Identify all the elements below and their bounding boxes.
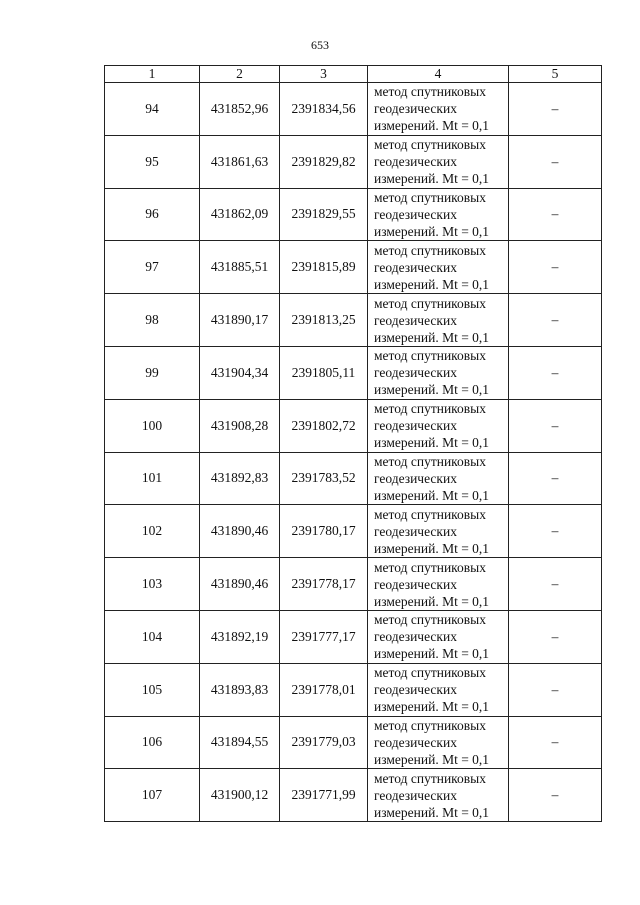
note-cell: –: [509, 294, 602, 347]
method-cell: [368, 83, 509, 136]
y-coordinate-cell: 2391778,01: [280, 663, 368, 716]
method-cell: [368, 399, 509, 452]
point-number-cell: 94: [105, 83, 200, 136]
table-body: [105, 66, 602, 822]
x-coordinate-cell: 431894,55: [200, 716, 280, 769]
page-number: 653: [311, 38, 329, 52]
method-line: измерений. Mt = 0,1: [374, 118, 490, 134]
method-line: геодезических: [374, 734, 457, 750]
table-row: [105, 241, 602, 294]
x-coordinate-cell: 431890,46: [200, 505, 280, 558]
method-line: геодезических: [374, 787, 457, 803]
point-number-cell: 106: [105, 716, 200, 769]
note-cell: –: [509, 610, 602, 663]
x-coordinate-cell: 431908,28: [200, 399, 280, 452]
x-coordinate-cell: 431900,12: [200, 769, 280, 822]
point-number-cell: 97: [105, 241, 200, 294]
method-line: метод спутниковых: [374, 612, 486, 628]
table-row: [105, 346, 602, 399]
method-line: измерений. Mt = 0,1: [374, 276, 490, 292]
table-row: [105, 558, 602, 611]
method-cell: [368, 663, 509, 716]
method-line: метод спутниковых: [374, 295, 486, 311]
point-number-cell: 99: [105, 346, 200, 399]
method-line: геодезических: [374, 682, 457, 698]
method-line: метод спутниковых: [374, 348, 486, 364]
method-line: геодезических: [374, 101, 457, 117]
method-line: метод спутниковых: [374, 453, 486, 469]
method-line: измерений. Mt = 0,1: [374, 487, 490, 503]
point-number-cell: 102: [105, 505, 200, 558]
y-coordinate-cell: 2391777,17: [280, 610, 368, 663]
method-line: измерений. Mt = 0,1: [374, 646, 490, 662]
method-line: метод спутниковых: [374, 137, 486, 153]
method-line: метод спутниковых: [374, 242, 486, 258]
column-header-3: 3: [280, 66, 368, 83]
table-row: [105, 716, 602, 769]
method-line: геодезических: [374, 576, 457, 592]
table-row: [105, 663, 602, 716]
x-coordinate-cell: 431861,63: [200, 135, 280, 188]
method-cell: [368, 135, 509, 188]
method-line: измерений. Mt = 0,1: [374, 593, 490, 609]
y-coordinate-cell: 2391815,89: [280, 241, 368, 294]
note-cell: –: [509, 135, 602, 188]
y-coordinate-cell: 2391829,55: [280, 188, 368, 241]
method-cell: [368, 241, 509, 294]
x-coordinate-cell: 431892,19: [200, 610, 280, 663]
column-header-1: 1: [105, 66, 200, 83]
x-coordinate-cell: 431904,34: [200, 346, 280, 399]
method-cell: [368, 610, 509, 663]
note-cell: –: [509, 769, 602, 822]
method-cell: [368, 452, 509, 505]
method-cell: [368, 558, 509, 611]
method-line: метод спутниковых: [374, 717, 486, 733]
method-cell: [368, 188, 509, 241]
x-coordinate-cell: 431885,51: [200, 241, 280, 294]
x-coordinate-cell: 431890,46: [200, 558, 280, 611]
method-line: метод спутниковых: [374, 559, 486, 575]
method-line: метод спутниковых: [374, 506, 486, 522]
point-number-cell: 103: [105, 558, 200, 611]
y-coordinate-cell: 2391771,99: [280, 769, 368, 822]
method-line: геодезических: [374, 312, 457, 328]
method-line: геодезических: [374, 154, 457, 170]
note-cell: –: [509, 399, 602, 452]
y-coordinate-cell: 2391802,72: [280, 399, 368, 452]
method-line: геодезических: [374, 259, 457, 275]
x-coordinate-cell: 431892,83: [200, 452, 280, 505]
table-row: [105, 769, 602, 822]
method-line: измерений. Mt = 0,1: [374, 699, 490, 715]
table-row: [105, 505, 602, 558]
method-line: геодезических: [374, 365, 457, 381]
method-cell: [368, 716, 509, 769]
table-row: [105, 294, 602, 347]
method-line: измерений. Mt = 0,1: [374, 435, 490, 451]
point-number-cell: 107: [105, 769, 200, 822]
point-number-cell: 105: [105, 663, 200, 716]
y-coordinate-cell: 2391834,56: [280, 83, 368, 136]
method-cell: [368, 505, 509, 558]
column-header-5: 5: [509, 66, 602, 83]
y-coordinate-cell: 2391779,03: [280, 716, 368, 769]
method-line: геодезических: [374, 523, 457, 539]
note-cell: –: [509, 663, 602, 716]
point-number-cell: 95: [105, 135, 200, 188]
y-coordinate-cell: 2391829,82: [280, 135, 368, 188]
method-cell: [368, 294, 509, 347]
y-coordinate-cell: 2391805,11: [280, 346, 368, 399]
method-line: метод спутниковых: [374, 770, 486, 786]
point-number-cell: 100: [105, 399, 200, 452]
note-cell: –: [509, 716, 602, 769]
table-row: [105, 610, 602, 663]
coordinates-table: [104, 65, 602, 822]
method-cell: [368, 346, 509, 399]
method-line: измерений. Mt = 0,1: [374, 804, 490, 820]
column-header-2: 2: [200, 66, 280, 83]
method-line: измерений. Mt = 0,1: [374, 223, 490, 239]
method-line: геодезических: [374, 629, 457, 645]
method-line: измерений. Mt = 0,1: [374, 751, 490, 767]
method-line: измерений. Mt = 0,1: [374, 540, 490, 556]
method-line: геодезических: [374, 470, 457, 486]
x-coordinate-cell: 431890,17: [200, 294, 280, 347]
x-coordinate-cell: 431893,83: [200, 663, 280, 716]
note-cell: –: [509, 346, 602, 399]
method-line: метод спутниковых: [374, 401, 486, 417]
note-cell: –: [509, 505, 602, 558]
y-coordinate-cell: 2391780,17: [280, 505, 368, 558]
x-coordinate-cell: 431852,96: [200, 83, 280, 136]
note-cell: –: [509, 452, 602, 505]
point-number-cell: 98: [105, 294, 200, 347]
method-cell: [368, 769, 509, 822]
point-number-cell: 96: [105, 188, 200, 241]
method-line: метод спутниковых: [374, 665, 486, 681]
column-header-4: 4: [368, 66, 509, 83]
method-line: метод спутниковых: [374, 84, 486, 100]
table-row: [105, 83, 602, 136]
method-line: метод спутниковых: [374, 189, 486, 205]
table-row: [105, 399, 602, 452]
table-row: [105, 135, 602, 188]
point-number-cell: 104: [105, 610, 200, 663]
note-cell: –: [509, 558, 602, 611]
note-cell: –: [509, 188, 602, 241]
y-coordinate-cell: 2391778,17: [280, 558, 368, 611]
note-cell: –: [509, 241, 602, 294]
method-line: геодезических: [374, 206, 457, 222]
method-line: измерений. Mt = 0,1: [374, 171, 490, 187]
method-line: измерений. Mt = 0,1: [374, 329, 490, 345]
x-coordinate-cell: 431862,09: [200, 188, 280, 241]
table-header-row: [105, 66, 602, 83]
method-line: геодезических: [374, 418, 457, 434]
point-number-cell: 101: [105, 452, 200, 505]
note-cell: –: [509, 83, 602, 136]
table-row: [105, 188, 602, 241]
y-coordinate-cell: 2391813,25: [280, 294, 368, 347]
y-coordinate-cell: 2391783,52: [280, 452, 368, 505]
table-row: [105, 452, 602, 505]
method-line: измерений. Mt = 0,1: [374, 382, 490, 398]
